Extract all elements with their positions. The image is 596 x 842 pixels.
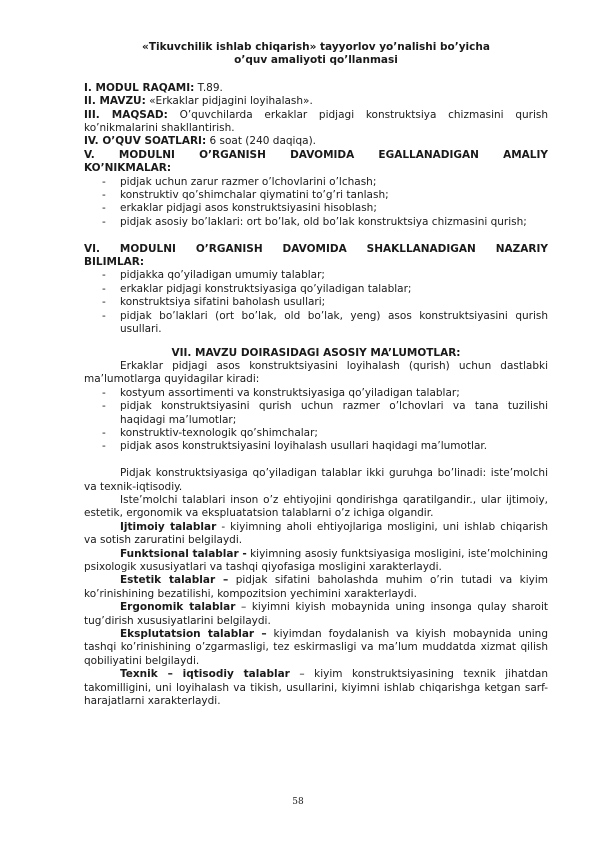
section-7-heading: VII. MAVZU DOIRASIDAGI ASOSIY MA’LUMOTLAR: <box>171 346 461 359</box>
title-line-1: «Tikuvchilik ishlab chiqarish» tayyorlov yo’nalishi bo’yicha <box>142 41 490 53</box>
module-goal: III. MAQSAD: O’quvchilarda erkaklar pidjagi konstruktsiya chizmasini qurish ko’nikmalarini shakllantirish. <box>84 108 548 135</box>
list-item: - kostyum assortimenti va konstruktsiyasiga qo’yiladigan talablar; <box>102 386 460 399</box>
list-item: - pidjak uchun zarur razmer o’lchovlarini o’lchash; <box>102 175 377 188</box>
list-item: - pidjak asos konstruktsiyasini loyihalash usullari haqidagi ma’lumotlar. <box>102 440 488 453</box>
list-item: - pidjak konstruktsiyasini qurish uchun razmer o’lchovlari va tana tuzilishi haqidagi ma’lumotlar; <box>102 400 548 426</box>
section-5-heading-line-2: KO’NIKMALAR: <box>84 162 172 175</box>
page-number: 58 <box>292 797 304 807</box>
section-5-heading-line-1: V. MODULNI O’RGANISH DAVOMIDA EGALLANADIGAN AMALIY <box>84 148 548 161</box>
definition-technical-economic: Texnik – iqtisodiy talablar – kiyim konstruktsiyasining texnik jihatdan takomilligini, uni loyihalash va tikish, usullarini, kiyimni ishlab chiqarishga ketgan sarf-harajatlarni xarakterlaydi. <box>84 668 548 708</box>
section-theory-knowledge <box>84 243 548 337</box>
section-practical-skills <box>84 149 548 229</box>
list-item: - pidjak bo’laklari (ort bo’lak, old bo’lak, yeng) asos konstruktsiyasini qurish usullari. <box>102 309 548 336</box>
section-6-heading-line-1: VI. MODULNI O’RGANISH DAVOMIDA SHAKLLANADIGAN NAZARIY <box>84 242 548 255</box>
definition-operational: Eksplutatsion talablar – kiyimdan foydalanish va kiyish mobaynida uning tashqi ko’rinishining o’zgarmasligi, tez eskirmasligi va ma’lum muddatda xizmat qilish qobiliyatini belgilaydi. <box>84 628 548 667</box>
list-item: - erkaklar pidjagi konstruktsiyasiga qo’yiladigan talablar; <box>102 282 412 295</box>
input-data-list <box>84 387 548 454</box>
list-item: - erkaklar pidjagi asos konstruktsiyasini hisoblash; <box>102 202 377 215</box>
list-item: - pidjak asosiy bo’laklari: ort bo’lak, old bo’lak konstruktsiya chizmasini qurish; <box>102 215 527 228</box>
list-item: - konstruktsiya sifatini baholash usullari; <box>102 296 326 309</box>
definition-functional: Funktsional talablar - kiyimning asosiy funktsiyasiga mosligini, iste’molchining psixologik xususiyatlari va tashqi qiyofasiga mosligini xarakterlaydi. <box>84 547 548 573</box>
knowledge-list <box>84 269 548 336</box>
definition-ergonomic: Ergonomik talablar – kiyimni kiyish mobaynida uning insonga qulay sharoit tug’dirish xususiyatlarini belgilaydi. <box>84 601 549 627</box>
definition-aesthetic: Estetik talablar – pidjak sifatini baholashda muhim o’rin tutadi va kiyim ko’rinishining bezatilishi, kompozitsion yechimini xarakterlaydi. <box>84 574 548 600</box>
section-7-intro: Erkaklar pidjagi asos konstruktsiyasini loyihalash (qurish) uchun dastlabki ma’lumotlarga quyidagilar kiradi: <box>84 359 548 386</box>
list-item: - konstruktiv-texnologik qo’shimchalar; <box>102 426 318 439</box>
module-topic: II. MAVZU: «Erkaklar pidjagini loyihalash». <box>84 95 313 108</box>
module-info <box>84 82 548 149</box>
section-6-heading-line-2: BILIMLAR: <box>84 256 145 269</box>
definition-social: Ijtimoiy talablar - kiyimning aholi ehtiyojlariga mosligini, uni ishlab chiqarish va sotish zaruratini belgilaydi. <box>84 520 549 547</box>
consumer-requirements-paragraph: Iste’molchi talablari inson o’z ehtiyojini qondirishga qaratilgandir., ular ijtimoiy, estetik, ergonomik va ekspluatatsion talablarni o’z ichiga olgandir. <box>84 493 548 520</box>
section-main-information <box>84 347 548 709</box>
module-number: I. MODUL RAQAMI: T.89. <box>84 81 223 94</box>
list-item: - pidjakka qo’yiladigan umumiy talablar; <box>102 269 325 282</box>
list-item: - konstruktiv qo’shimchalar qiymatini to’g’ri tanlash; <box>102 189 389 202</box>
title-line-2: o’quv amaliyoti qo’llanmasi <box>234 54 398 67</box>
requirements-paragraph: Pidjak konstruktsiyasiga qo’yiladigan talablar ikki guruhga bo’linadi: iste’molchi va texnik-iqtisodiy. <box>84 467 548 493</box>
skills-list <box>84 176 548 230</box>
module-hours: IV. O’QUV SOATLARI: 6 soat (240 daqiqa). <box>84 135 317 148</box>
document-title <box>84 41 548 68</box>
